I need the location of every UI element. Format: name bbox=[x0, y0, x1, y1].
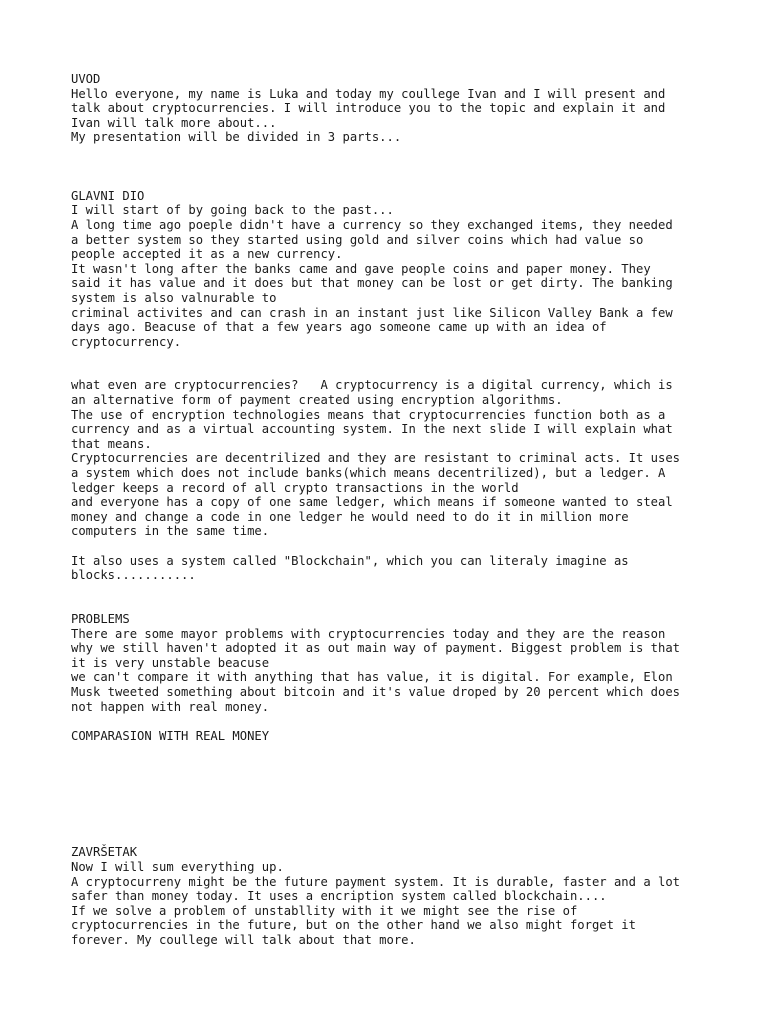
blank-line bbox=[71, 145, 711, 160]
text-line: system is also valnurable to bbox=[71, 290, 277, 305]
text-line: UVOD bbox=[71, 72, 101, 86]
text-line: The use of encryption technologies means that cryptocurrencies function both as a bbox=[71, 407, 666, 422]
text-line: cryptocurrencies in the future, but on the other hand we also might forget it bbox=[71, 918, 636, 933]
text-line: ZAVRŠETAK bbox=[71, 845, 138, 860]
blank-line bbox=[71, 773, 711, 788]
blank-line bbox=[71, 758, 711, 773]
text-line: blocks........... bbox=[71, 568, 196, 583]
text-line: people accepted it as a new currency. bbox=[71, 247, 343, 262]
text-line: we can't compare it with anything that has value, it is digital. For example, Elon bbox=[71, 670, 673, 685]
document-body bbox=[71, 72, 711, 948]
text-line: Hello everyone, my name is Luka and today my coullege Ivan and I will present and bbox=[71, 86, 666, 101]
text-line: A cryptocurreny might be the future payment system. It is durable, faster and a lot bbox=[71, 874, 681, 889]
blank-line bbox=[71, 597, 711, 612]
text-line: There are some mayor problems with cryptocurrencies today and they are the reason bbox=[71, 626, 666, 641]
text-line: forever. My coullege will talk about that more. bbox=[71, 933, 416, 948]
text-line: If we solve a problem of unstabllity with it we might see the rise of bbox=[71, 903, 578, 918]
text-line: COMPARASION WITH REAL MONEY bbox=[71, 728, 270, 743]
blank-line bbox=[71, 831, 711, 846]
blank-line bbox=[71, 174, 711, 189]
text-line: talk about cryptocurrencies. I will introduce you to the topic and explain it and bbox=[71, 101, 666, 116]
blank-line bbox=[71, 583, 711, 598]
text-line: ledger keeps a record of all crypto transactions in the world bbox=[71, 480, 519, 495]
blank-line bbox=[71, 349, 711, 364]
blank-line bbox=[71, 743, 711, 758]
blank-line bbox=[71, 364, 711, 379]
text-line: GLAVNI DIO bbox=[71, 188, 145, 203]
text-line: My presentation will be divided in 3 parts... bbox=[71, 130, 402, 145]
text-line: money and change a code in one ledger he would need to do it in million more bbox=[71, 509, 629, 524]
text-line: Ivan will talk more about... bbox=[71, 115, 277, 130]
text-line: currency and as a virtual accounting system. In the next slide I will explain what bbox=[71, 422, 673, 437]
text-line: A long time ago poeple didn't have a currency so they exchanged items, they needed bbox=[71, 217, 673, 232]
blank-line bbox=[71, 539, 711, 554]
blank-line bbox=[71, 802, 711, 817]
text-line: that means. bbox=[71, 436, 152, 451]
text-line: an alternative form of payment created using encryption algorithms. bbox=[71, 393, 563, 408]
text-line: Musk tweeted something about bitcoin and it's value droped by 20 percent which does bbox=[71, 684, 681, 699]
text-line: and everyone has a copy of one same ledger, which means if someone wanted to steal bbox=[71, 495, 673, 510]
text-line: what even are cryptocurrencies? A cryptocurrency is a digital currency, which is bbox=[71, 378, 673, 393]
blank-line bbox=[71, 816, 711, 831]
text-line: why we still haven't adopted it as out main way of payment. Biggest problem is that bbox=[71, 641, 681, 656]
text-line: It also uses a system called "Blockchain", which you can literaly imagine as bbox=[71, 553, 629, 568]
text-line: I will start of by going back to the past... bbox=[71, 203, 394, 218]
text-line: safer than money today. It uses a encription system called blockchain.... bbox=[71, 889, 607, 904]
blank-line bbox=[71, 714, 711, 729]
text-line: it is very unstable beacuse bbox=[71, 655, 270, 670]
text-line: criminal activites and can crash in an instant just like Silicon Valley Bank a few bbox=[71, 305, 673, 320]
text-line: It wasn't long after the banks came and gave people coins and paper money. They bbox=[71, 261, 651, 276]
text-line: Cryptocurrencies are decentrilized and they are resistant to criminal acts. It uses bbox=[71, 451, 681, 466]
text-line: Now I will sum everything up. bbox=[71, 860, 284, 875]
text-line: PROBLEMS bbox=[71, 611, 130, 626]
blank-line bbox=[71, 160, 711, 175]
text-line: not happen with real money. bbox=[71, 699, 270, 714]
text-line: days ago. Beacuse of that a few years ago someone came up with an idea of bbox=[71, 320, 607, 335]
text-line: cryptocurrency. bbox=[71, 334, 182, 349]
text-line: a system which does not include banks(which means decentrilized), but a ledger. A bbox=[71, 466, 666, 481]
text-line: a better system so they started using gold and silver coins which had value so bbox=[71, 232, 644, 247]
text-line: said it has value and it does but that money can be lost or get dirty. The banking bbox=[71, 276, 673, 291]
blank-line bbox=[71, 787, 711, 802]
text-line: computers in the same time. bbox=[71, 524, 270, 539]
